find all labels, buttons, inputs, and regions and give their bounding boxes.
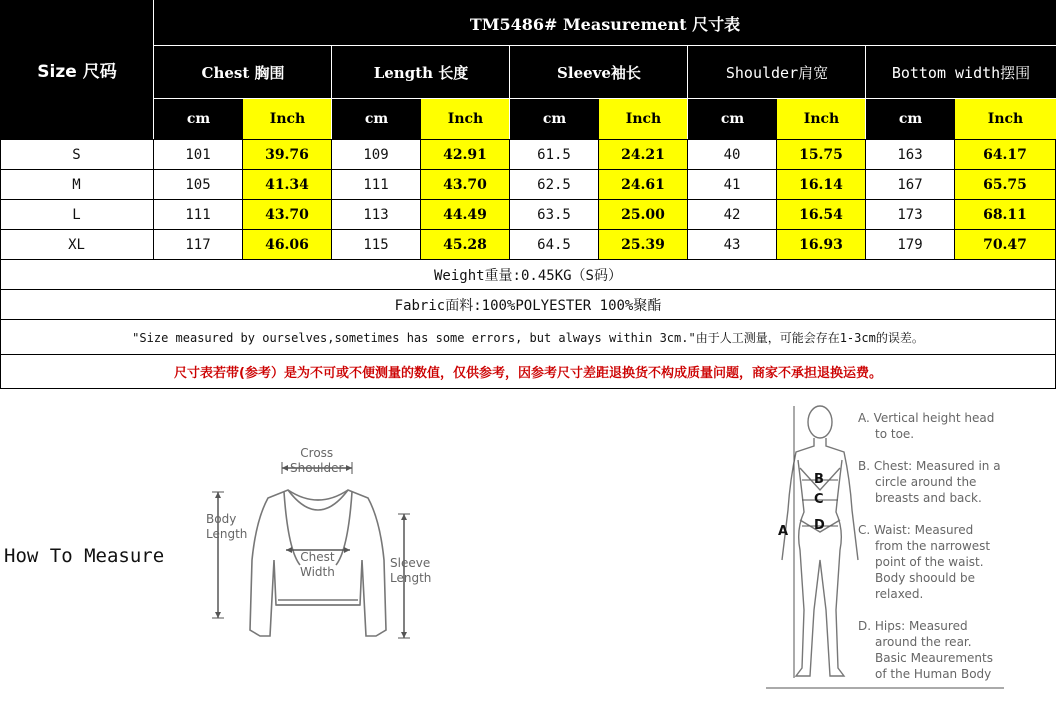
cm-value-cell: 117 [185, 236, 211, 253]
weight-note [0, 260, 1056, 289]
inch-value-cell: 25.00 [599, 200, 687, 229]
unit-inch-bottom [955, 99, 1056, 139]
unit-inch-sleeve [599, 99, 688, 139]
inch-value-cell: 43.70 [243, 200, 331, 229]
instruction-line: of the Human Body [875, 667, 992, 681]
instruction-line: Body shoould be [875, 571, 976, 585]
cm-value-cell: 173 [897, 206, 923, 223]
unit-label: cm [542, 111, 567, 127]
fabric-note [0, 290, 1056, 319]
unit-label: Inch [803, 111, 840, 127]
inch-value-cell: 45.28 [421, 230, 509, 259]
group-header-length [332, 46, 510, 99]
instruction-line: point of the waist. [875, 555, 984, 569]
inch-value-cell: 39.76 [243, 140, 331, 169]
body-length-label: Body Length [206, 512, 248, 541]
instruction-line: to toe. [875, 427, 915, 441]
cross-shoulder-label: Cross Shoulder [290, 446, 344, 475]
size-cell: XL [68, 236, 85, 253]
inch-value-cell: 16.14 [777, 170, 865, 199]
inch-value-cell: 64.17 [955, 140, 1055, 169]
cm-value-cell: 63.5 [537, 206, 571, 223]
cm-value-cell: 105 [185, 176, 211, 193]
unit-cm-bottom [866, 99, 955, 139]
unit-label: cm [720, 111, 745, 127]
unit-label: cm [186, 111, 211, 127]
disclaimer-note [0, 320, 1056, 354]
instruction-line: B. Chest: Measured in a [858, 459, 1001, 473]
size-header-cell [0, 0, 154, 139]
group-label-shoulder: Shoulder肩宽 [725, 64, 829, 82]
cm-value-cell: 115 [363, 236, 389, 253]
group-label-length: Length 长度 [373, 64, 469, 82]
unit-cm-length [332, 99, 421, 139]
unit-label: cm [898, 111, 923, 127]
inch-value-cell: 24.21 [599, 140, 687, 169]
inch-value-cell: 46.06 [243, 230, 331, 259]
inch-value-cell: 44.49 [421, 200, 509, 229]
instruction-line: C. Waist: Measured [858, 523, 974, 537]
instruction-line: Basic Meaurements [875, 651, 993, 665]
inch-value-cell: 70.47 [955, 230, 1055, 259]
disclaimer-text: "Size measured by ourselves,sometimes has some errors, but always within 3cm."由于人工测量，可能会存在1-3cm的误差。 [132, 330, 924, 345]
size-cell: M [72, 176, 81, 193]
marker-a: A [778, 524, 789, 539]
instruction-block [858, 522, 1048, 602]
fabric-text: Fabric面料:100%POLYESTER 100%聚酯 [394, 297, 662, 314]
marker-c: C [814, 492, 824, 507]
cm-value-cell: 43 [723, 236, 741, 253]
sleeve-length-label: Sleeve Length [390, 556, 432, 585]
inch-value-cell: 42.91 [421, 140, 509, 169]
unit-label: Inch [625, 111, 662, 127]
cm-value-cell: 40 [723, 146, 741, 163]
cm-value-cell: 163 [897, 146, 923, 163]
inch-value-cell: 16.93 [777, 230, 865, 259]
size-cell: L [72, 206, 81, 223]
how-to-measure-title: How To Measure [4, 545, 165, 567]
table-title-cell [154, 0, 1056, 46]
cm-value-cell: 111 [363, 176, 389, 193]
instruction-block [858, 458, 1048, 506]
group-label-sleeve: Sleeve袖长 [557, 64, 641, 82]
instruction-line: A. Vertical height head [858, 411, 995, 425]
group-label-chest: Chest 胸围 [201, 64, 285, 82]
unit-cm-sleeve [510, 99, 599, 139]
inch-value-cell: 65.75 [955, 170, 1055, 199]
cm-value-cell: 109 [363, 146, 389, 163]
instruction-line: breasts and back. [875, 491, 982, 505]
cm-value-cell: 167 [897, 176, 923, 193]
instruction-block [858, 618, 1048, 682]
cm-value-cell: 179 [897, 236, 923, 253]
unit-inch-chest [243, 99, 332, 139]
chest-width-label: Chest Width [300, 550, 335, 579]
cm-value-cell: 41 [723, 176, 741, 193]
inch-value-cell: 41.34 [243, 170, 331, 199]
group-header-shoulder [688, 46, 866, 99]
cm-value-cell: 61.5 [537, 146, 571, 163]
instruction-line: D. Hips: Measured [858, 619, 968, 633]
instruction-line: around the rear. [875, 635, 972, 649]
inch-value-cell: 15.75 [777, 140, 865, 169]
cm-value-cell: 42 [723, 206, 741, 223]
instruction-line: from the narrowest [875, 539, 991, 553]
inch-value-cell: 24.61 [599, 170, 687, 199]
group-header-bottom-width [866, 46, 1056, 99]
cm-value-cell: 64.5 [537, 236, 571, 253]
cm-value-cell: 113 [363, 206, 389, 223]
inch-value-cell: 16.54 [777, 200, 865, 229]
unit-cm-shoulder [688, 99, 777, 139]
instruction-line: relaxed. [875, 587, 924, 601]
weight-text: Weight重量:0.45KG（S码） [433, 267, 622, 284]
instruction-line: circle around the [875, 475, 977, 489]
size-cell: S [72, 146, 81, 163]
inch-value-cell: 43.70 [421, 170, 509, 199]
instruction-block [858, 410, 1048, 442]
cm-value-cell: 111 [185, 206, 211, 223]
group-label-bottom-width: Bottom width摆围 [891, 64, 1031, 82]
group-header-sleeve [510, 46, 688, 99]
size-header-label: Size 尺码 [37, 62, 117, 82]
unit-inch-length [421, 99, 510, 139]
unit-cm-chest [154, 99, 243, 139]
marker-d: D [814, 518, 825, 533]
cm-value-cell: 101 [185, 146, 211, 163]
unit-label: cm [364, 111, 389, 127]
unit-label: Inch [987, 111, 1024, 127]
unit-label: Inch [447, 111, 484, 127]
inch-value-cell: 25.39 [599, 230, 687, 259]
unit-inch-shoulder [777, 99, 866, 139]
marker-b: B [814, 472, 824, 487]
warning-text: 尺寸表若带(参考）是为不可或不便测量的数值，仅供参考，因参考尺寸差距退换货不构成质量问题，商家不承担退换运费。 [174, 366, 882, 381]
table-title: TM5486# Measurement 尺寸表 [469, 14, 741, 34]
measure-instructions [858, 410, 1048, 682]
inch-value-cell: 68.11 [955, 200, 1055, 229]
unit-label: Inch [269, 111, 306, 127]
warning-note [0, 355, 1056, 388]
cm-value-cell: 62.5 [537, 176, 571, 193]
group-header-chest [154, 46, 332, 99]
